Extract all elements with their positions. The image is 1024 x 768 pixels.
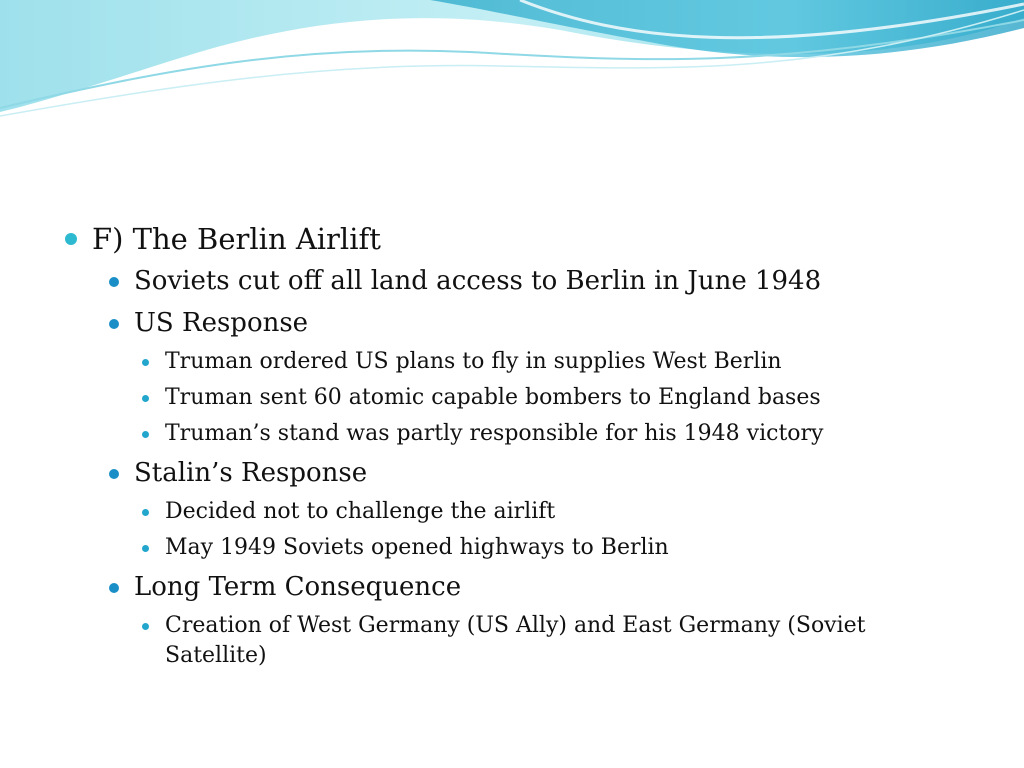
list-item [62, 380, 962, 416]
list-item-text: Long Term Consequence [134, 572, 462, 602]
list-item-text: Soviets cut off all land access to Berlin in June 1948 [134, 266, 822, 296]
list-item [62, 260, 962, 302]
bullet-icon [142, 545, 149, 552]
bullet-icon [142, 359, 149, 366]
list-item-text: US Response [134, 308, 309, 338]
list-item-text: Decided not to challenge the airlift [165, 499, 556, 524]
bullet-icon [142, 395, 149, 402]
list-item-text: Truman sent 60 atomic capable bombers to England bases [165, 385, 821, 410]
list-item [62, 344, 962, 380]
list-item [62, 494, 962, 530]
bullet-icon [142, 431, 149, 438]
list-item [62, 452, 962, 494]
list-item-text: Truman ordered US plans to fly in supplies West Berlin [165, 349, 782, 374]
bullet-icon [142, 623, 149, 630]
list-item [62, 416, 962, 452]
list-item [62, 302, 962, 344]
list-item [62, 566, 962, 608]
list-item-text: F) The Berlin Airlift [92, 222, 381, 256]
bullet-list [62, 218, 962, 671]
list-item-text: Truman’s stand was partly responsible for his 1948 victory [165, 421, 824, 446]
list-item-text: May 1949 Soviets opened highways to Berlin [165, 535, 669, 560]
bullet-icon [109, 583, 119, 593]
bullet-icon [142, 509, 149, 516]
bullet-icon [109, 277, 119, 287]
list-item-text: Creation of West Germany (US Ally) and East Germany (Soviet Satellite) [165, 613, 866, 668]
bullet-icon [65, 233, 77, 245]
bullet-icon [109, 469, 119, 479]
list-item [62, 218, 962, 260]
header-wave-decoration [0, 0, 1024, 130]
slide-body [62, 218, 962, 671]
bullet-icon [109, 319, 119, 329]
list-item-text: Stalin’s Response [134, 458, 368, 488]
list-item [62, 608, 962, 671]
list-item [62, 530, 962, 566]
